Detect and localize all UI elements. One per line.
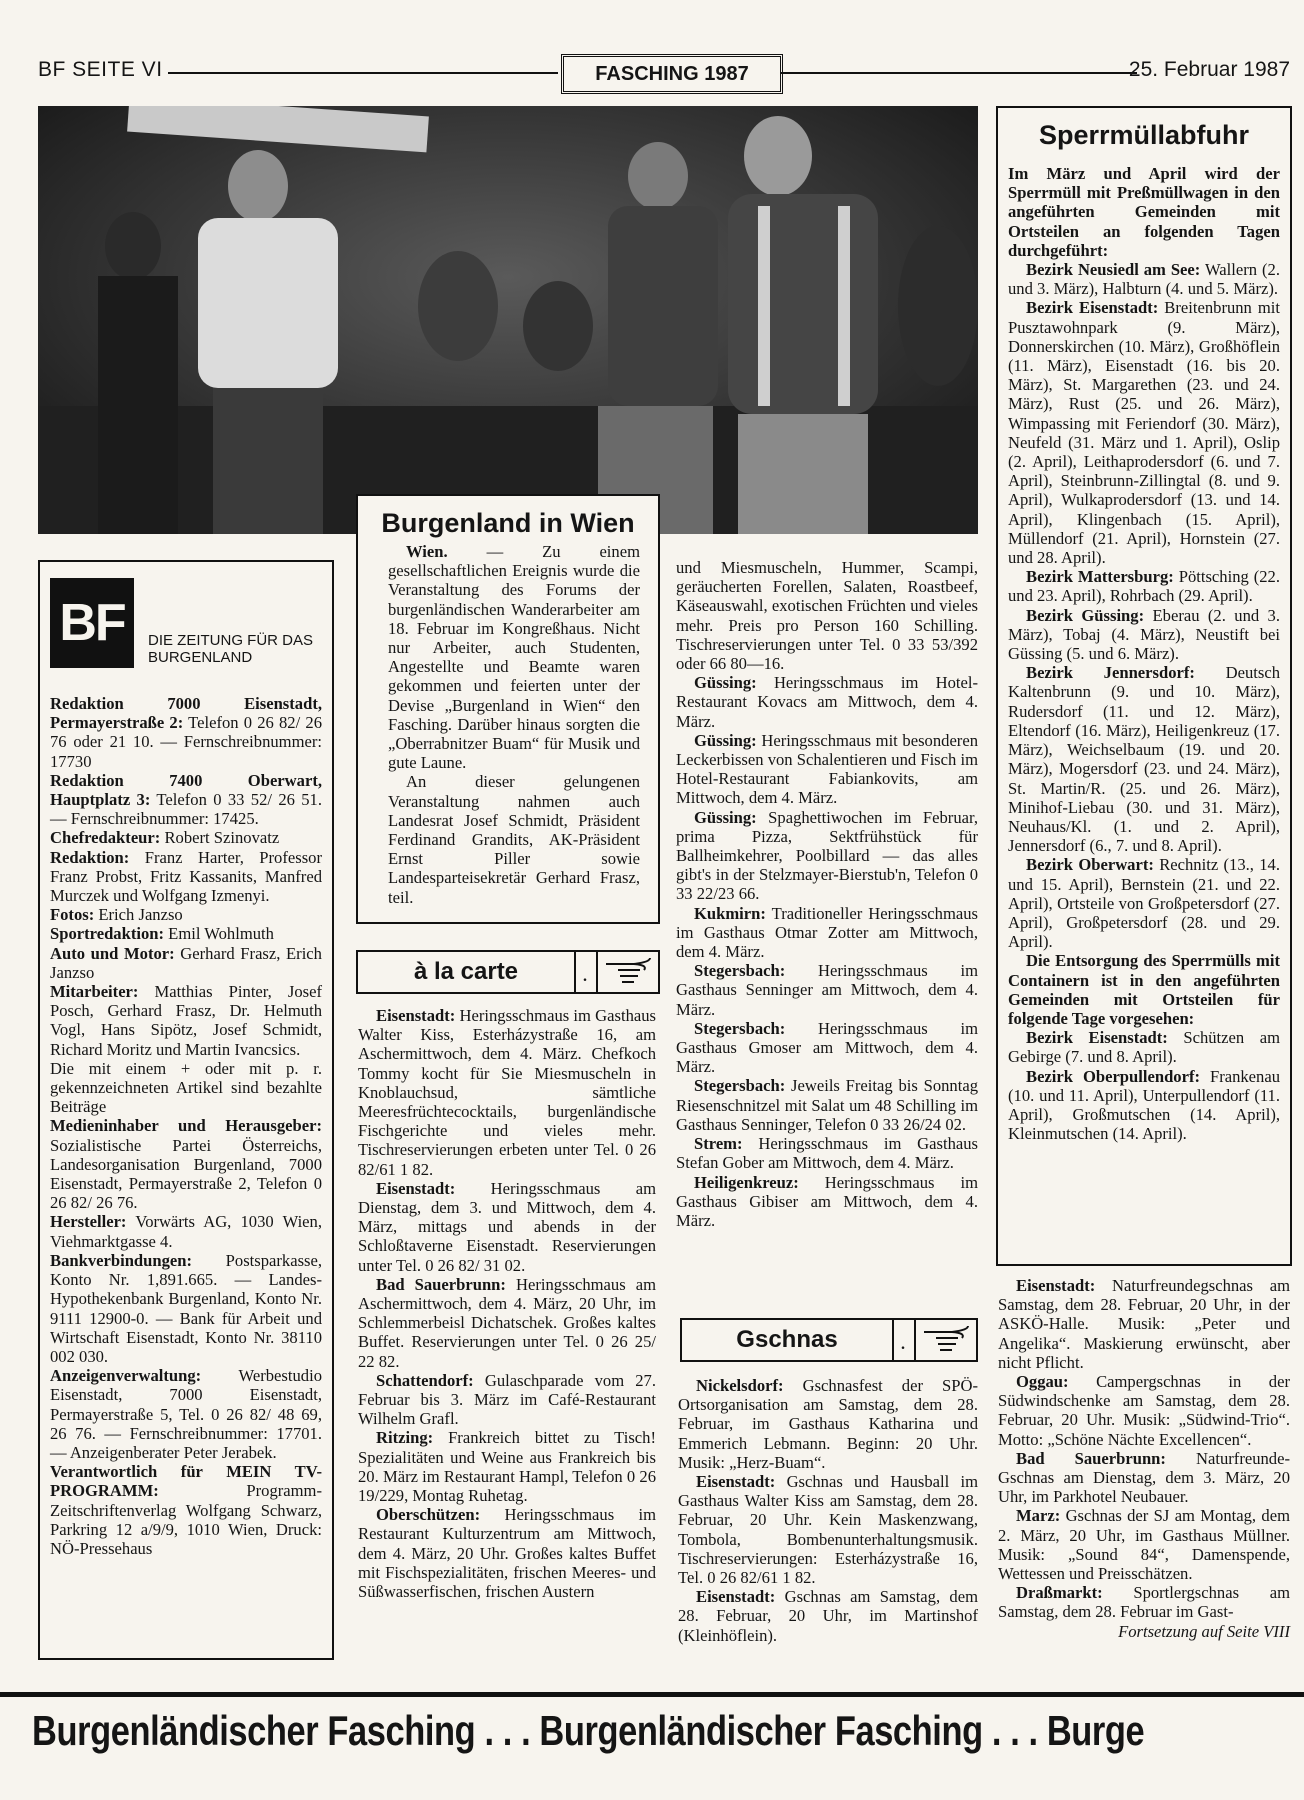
listing-entry — [676, 1134, 978, 1172]
pointing-hand-icon — [604, 956, 654, 988]
entry-place: Draßmarkt: — [1016, 1583, 1103, 1603]
entry-place: Verantwortlich für MEIN TV-PROGRAMM: — [50, 1462, 322, 1501]
pointing-hand-icon — [922, 1324, 972, 1356]
entry-text: Vorwärts AG, 1030 Wien, Viehmarktgasse 4. — [50, 1212, 322, 1251]
entry-place: Marz: — [1016, 1506, 1061, 1526]
entry-text: Traditioneller Heringsschmaus im Gasthaus Otmar Zotter am Mittwoch, dem 4. März. — [676, 903, 978, 962]
header-dot: . — [892, 1320, 916, 1360]
entry-text: Gerhard Frasz, Erich Janzso — [50, 943, 322, 982]
entry-text: Matthias Pinter, Josef Posch, Gerhard Frasz, Dr. Helmuth Vogl, Hans Sipötz, Josef Schmidt, Richard Moritz und Martin Ivancsics. — [50, 982, 322, 1059]
listing-entry — [678, 1376, 978, 1472]
entry-place: Güssing: — [694, 807, 757, 827]
entry-place: Bad Sauerbrunn: — [1016, 1448, 1166, 1468]
article-title: Burgenland in Wien — [381, 508, 635, 538]
entry-text: Gschnas der SJ am Montag, dem 2. März, 20 Uhr, im Gasthaus Müllner. Musik: „Sound 84“, Damenspende, Wettessen und Preisschätzen. — [998, 1506, 1290, 1584]
entry-place: Sportredaktion: — [50, 924, 165, 944]
entry-place: Redaktion 7400 Oberwart, Hauptplatz 3: — [50, 770, 322, 810]
listing-entry — [676, 731, 978, 808]
entry-place: Redaktion 7000 Eisenstadt, Permayerstraße 2: — [50, 694, 322, 733]
sperrmuell-intro: Im März und April wird der Sperrmüll mit Preßmüllwagen in den angeführten Gemeinden mit Ortsteilen an folgenden Tagen durchgeführt: — [1008, 164, 1280, 260]
newspaper-tagline: DIE ZEITUNG FÜR DAS BURGENLAND — [148, 632, 314, 666]
header-rule-left — [168, 72, 558, 74]
entry-text: Heringsschmaus im Gasthaus Stefan Gober am Mittwoch, dem 4. März. — [676, 1134, 978, 1173]
listing-entry — [676, 904, 978, 962]
entry-text: Heringsschmaus im Gasthaus Walter Kiss, Esterházystraße 16, am Aschermittwoch, dem 4. März. Chefkoch Tommy kocht für Sie Miesmuscheln in Knoblauchsud, sämtliche Meeresfrüchtecocktails, burgenländische Fischgerichte und vieles mehr. Tischreservierungen erbeten unter Tel. 0 26 82/61 1 82. — [358, 1006, 656, 1179]
header-rule-right — [781, 72, 1137, 74]
entry-place: Ritzing: — [376, 1428, 434, 1448]
entry-place: Schattendorf: — [376, 1370, 474, 1390]
entry-text: Frankreich bittet zu Tisch! Spezialitäten und Weine aus Frankreich bis 20. März im Restaurant Hampl, Telefon 0 26 19/229, Montag Ruhetag. — [358, 1428, 656, 1506]
burgenland-in-wien-box — [356, 494, 660, 924]
gschnas-header — [680, 1318, 978, 1362]
entry-text: Campergschnas in der Südwindschenke am Samstag, dem 28. Februar, 20 Uhr. Musik: „Südwind-Trio“. Motto: „Schöne Nächte Excellencen“. — [998, 1372, 1290, 1449]
imprint-paragraph — [50, 828, 322, 847]
listing-entry — [998, 1449, 1290, 1507]
entry-place: Strem: — [694, 1134, 743, 1154]
entry-text: Die mit einem + oder mit p. r. gekennzeichneten Artikel sind bezahlte Beiträge — [50, 1058, 322, 1117]
listing-entry — [678, 1587, 978, 1645]
entry-text: Werbestudio Eisenstadt, 7000 Eisenstadt, Permayerstraße 5, Tel. 0 26 82/ 48 69, 26 76. — Fernschreibnummer: 17701. — Anzeigenberater Peter Jerabek. — [50, 1366, 322, 1462]
entry-text: Erich Janzso — [94, 905, 183, 925]
entry-place: Oberschützen: — [376, 1505, 481, 1525]
imprint-paragraph — [50, 1212, 322, 1250]
entry-place: Bad Sauerbrunn: — [376, 1274, 506, 1294]
page-number: BF SEITE VI — [38, 58, 163, 81]
entry-text: Deutsch Kaltenbrunn (9. und 10. März), Rudersdorf (11. und 12. März), Eltendorf (16. März), Heiligenkreuz (17. März), Weichselbaum (19. und 20. März), Mogersdorf (23. und 24. März), St. Martin/R. (25. und 26. März), Minihof-Liebau (30. und 31. März), Neuhaus/Kl. (1. und 2. April), Jennersdorf (6., 7. und 8. April). — [1008, 663, 1280, 856]
listing-entry — [358, 1371, 656, 1429]
entry-place: Güssing: — [694, 673, 757, 693]
entry-place: Hersteller: — [50, 1212, 127, 1232]
district-entry — [1008, 1067, 1280, 1144]
entry-text: Jeweils Freitag bis Sonntag Riesenschnitzel mit Salat um 48 Schilling im Gasthaus Senninger, Telefon 0 33 26/24 02. — [676, 1076, 978, 1134]
listing-entry — [358, 1006, 656, 1179]
listing-entry — [676, 673, 978, 731]
entry-place: Oggau: — [1016, 1372, 1069, 1392]
listing-entry — [676, 558, 978, 673]
imprint-paragraph — [50, 1059, 322, 1117]
entry-place: Bezirk Oberwart: — [1026, 855, 1154, 875]
entry-text: Breitenbrunn mit Pusztawohnpark (9. März), Donnerskirchen (10. März), Großhöflein (11. März), Eisenstadt (16. bis 20. März), St. Margarethen (23. und 24. März), Rust (25. und 26. März), Wimpassing mit Feriendorf (30. März), Neufeld (31. März und 1. April), Oslip (2. April), Leithaprodersdorf (6. und 7. April), Steinbrunn-Zillingtal (8. und 9. April), Wulkaprodersdorf (13. und 14. April), Klingenbach (15. April), Müllendorf (21. April), Hornstein (27. und 28. April). — [1008, 298, 1280, 568]
listing-entry — [358, 1275, 656, 1371]
entry-place: Eisenstadt: — [696, 1472, 776, 1492]
imprint-paragraph — [50, 982, 322, 1059]
header-dot: . — [574, 952, 598, 992]
imprint-paragraph — [50, 924, 322, 943]
entry-text: Heringsschmaus im Restaurant Kulturzentrum am Mittwoch, dem 4. März, 20 Uhr. Großes kaltes Buffet mit Fischspezialitäten, frischen Meeres- und Süßwasserfischen, frischen Austern — [358, 1505, 656, 1602]
continuation-note: Fortsetzung auf Seite VIII — [1118, 1621, 1290, 1641]
article-paragraph: An dieser gelungenen Veranstaltung nahmen auch Landesrat Josef Schmidt, Präsident Ferdinand Grandits, AK-Präsident Ernst Piller sowie Landesparteisekretär Gerhard Frasz, teil. — [388, 772, 640, 907]
imprint-paragraph — [50, 694, 322, 771]
entry-text: Heringsschmaus im Hotel-Restaurant Kovacs am Mittwoch, dem 4. März. — [676, 673, 978, 731]
entry-place: Nickelsdorf: — [696, 1376, 784, 1395]
entry-text: Eberau (2. und 3. März), Tobaj (4. März), Neustift bei Güssing (5. und 6. März). — [1008, 605, 1280, 664]
sperrmuell-title: Sperrmüllabfuhr — [1038, 120, 1250, 150]
imprint-paragraph — [50, 944, 322, 982]
entry-place: Eisenstadt: — [376, 1006, 456, 1025]
listing-entry — [678, 1472, 978, 1587]
district-entry — [1008, 663, 1280, 855]
listing-entry — [676, 961, 978, 1019]
entry-text: und Miesmuscheln, Hummer, Scampi, geräucherten Forellen, Salaten, Roastbeef, Käseauswahl, exotischen Früchten und vieles mehr. Preis pro Person 160 Schilling. Tischreservierungen unter Tel. 0 33 53/392 oder 66 80—16. — [676, 558, 978, 674]
listing-entry — [998, 1583, 1290, 1621]
gschnas-label: Gschnas — [682, 1320, 894, 1360]
entry-place: Bezirk Neusiedl am See: — [1026, 260, 1201, 280]
dancing-couples-photo — [38, 106, 978, 534]
entry-text: Sportlergschnas am Samstag, dem 28. Februar im Gast- — [998, 1583, 1290, 1622]
entry-text: Gschnas am Samstag, dem 28. Februar, 20 Uhr, im Martinshof (Kleinhöflein). — [678, 1587, 978, 1645]
listing-entry — [676, 1019, 978, 1077]
listing-entry — [358, 1428, 656, 1505]
imprint-paragraph — [50, 905, 322, 924]
district-entry — [1008, 606, 1280, 664]
imprint-paragraph — [50, 848, 322, 906]
container-intro: Die Entsorgung des Sperrmülls mit Containern ist in den angeführten Gemeinden mit Ortsteilen für folgende Tage vorgesehen: — [1008, 951, 1280, 1028]
sperrmuell-text — [1008, 164, 1280, 1143]
listing-entry — [358, 1505, 656, 1601]
imprint-text — [50, 694, 322, 1558]
district-entry — [1008, 1028, 1280, 1066]
entry-place: Bankverbindungen: — [50, 1250, 193, 1270]
entry-text: Heringsschmaus am Dienstag, dem 3. und Mittwoch, dem 4. März, mittags und abends in der Schloßtaverne Eisenstadt. Reservierungen unter Tel. 0 26 82/ 31 02. — [358, 1178, 656, 1275]
bf-logo: BF — [50, 578, 134, 668]
entry-place: Medieninhaber und Herausgeber: — [50, 1116, 322, 1136]
sperrmuell-box — [996, 106, 1292, 1266]
entry-place: Bezirk Eisenstadt: — [1026, 1028, 1168, 1048]
entry-place: Eisenstadt: — [696, 1587, 776, 1607]
issue-date: 25. Februar 1987 — [1128, 58, 1290, 81]
a-la-carte-header — [356, 950, 660, 994]
imprint-paragraph — [50, 1462, 322, 1558]
entry-text: Heringsschmaus im Gasthaus Gibiser am Mittwoch, dem 4. März. — [676, 1172, 978, 1230]
entry-text: Heringsschmaus am Aschermittwoch, dem 4. März, 20 Uhr, im Schlemmerbeisl Dichatschek. Großes kaltes Buffet. Reservierungen unter Tel. 0 26 25/ 22 82. — [358, 1274, 656, 1371]
section-title: FASCHING 1987 — [561, 54, 783, 94]
a-la-carte-column-2 — [676, 558, 978, 1230]
listing-entry — [998, 1506, 1290, 1583]
entry-text: Gulaschparade vom 27. Februar bis 3. März im Café-Restaurant Wilhelm Grafl. — [358, 1370, 656, 1429]
imprint-paragraph — [50, 1116, 322, 1212]
a-la-carte-label: à la carte — [358, 952, 576, 992]
district-entry — [1008, 298, 1280, 567]
entry-place: Auto und Motor: — [50, 943, 175, 963]
entry-text: Spaghettiwochen im Februar, prima Pizza, Sektfrühstück für Ballheimkehrer, Poolbillard — das alles gibt's in der Stelzmayer-Bierstub'n, Telefon 0 33 22/23 66. — [676, 807, 978, 904]
listing-entry — [998, 1372, 1290, 1449]
entry-text: Robert Szinovatz — [160, 828, 280, 848]
imprint-paragraph — [50, 1251, 322, 1366]
a-la-carte-column-1 — [358, 1006, 656, 1601]
entry-place: Bezirk Jennersdorf: — [1026, 663, 1195, 683]
imprint-paragraph — [50, 771, 322, 829]
entry-place: Bezirk Oberpullendorf: — [1026, 1066, 1201, 1086]
entry-text: Heringsschmaus im Gasthaus Gmoser am Mittwoch, dem 4. März. — [676, 1018, 978, 1077]
entry-text: Frankenau (10. und 11. April), Unterpullendorf (11. April), Großmutschen (14. April), Kleinmutschen (14. April). — [1008, 1066, 1281, 1144]
listing-entry — [998, 1276, 1290, 1372]
listing-entry — [358, 1179, 656, 1275]
listing-entry — [676, 808, 978, 904]
entry-place: Güssing: — [694, 730, 757, 750]
entry-text: Franz Harter, Professor Franz Probst, Fritz Kassanits, Manfred Murczek und Wolfgang Izmenyi. — [50, 847, 322, 906]
listing-entry — [676, 1173, 978, 1231]
entry-text: Postsparkasse, Konto Nr. 1,891.665. — Landes-Hypothekenbank Burgenland, Konto Nr. 9111 12900-0. — Bank für Arbeit und Wirtschaft Eisenstadt, Konto Nr. 38110 002 030. — [50, 1250, 322, 1366]
entry-text: Sozialistische Partei Österreichs, Landesorganisation Burgenland, 7000 Eisenstadt, Permayerstraße 2, Telefon 0 26 82/ 26 76. — [50, 1135, 322, 1213]
entry-place: Heiligenkreuz: — [694, 1172, 799, 1192]
listing-entry — [676, 1076, 978, 1134]
entry-text: Programm-Zeitschriftenverlag Wolfgang Schwarz, Parkring 12 a/9/9, 1010 Wien, Druck: NÖ-Pressehaus — [50, 1481, 322, 1558]
entry-place: Bezirk Eisenstadt: — [1026, 298, 1159, 318]
entry-place: Eisenstadt: — [1016, 1276, 1096, 1295]
entry-text: Telefon 0 33 52/ 26 51. — Fernschreibnummer: 17425. — [50, 790, 323, 829]
entry-place: Kukmirn: — [694, 903, 766, 923]
article-paragraph: — Zu einem gesellschaftlichen Ereignis wurde die Veranstaltung des Forums der burgenländischen Wanderarbeiter am 18. Februar im Kongreßhaus. Nicht nur Arbeiter, auch Studenten, Angestellte und Beamte waren gekommen und feierten unter der Devise „Burgenland in Wien“ den Fasching. Darüber hinaus sorgten die „Oberrabnitzer Buam“ für Musik und gute Laune. — [388, 542, 640, 773]
entry-place: Stegersbach: — [694, 1076, 786, 1096]
entry-place: Chefredakteur: — [50, 828, 161, 848]
imprint-paragraph — [50, 1366, 322, 1462]
district-entry — [1008, 567, 1280, 605]
entry-text: Naturfreundegschnas am Samstag, dem 28. Februar, 20 Uhr, in der ASKÖ-Halle. Musik: „Peter und Angelika“. Maskierung erwünscht, aber nicht Pflicht. — [998, 1276, 1290, 1372]
photo-image — [38, 106, 978, 534]
entry-text: Naturfreunde-Gschnas am Dienstag, dem 3. März, 20 Uhr, im Parkhotel Neubauer. — [998, 1448, 1290, 1507]
entry-place: Mitarbeiter: — [50, 982, 139, 1002]
entry-text: Pöttsching (22. und 23. April), Rohrbach (29. April). — [1008, 567, 1280, 606]
entry-place: Fotos: — [50, 905, 95, 925]
entry-place: Stegersbach: — [694, 961, 786, 981]
bottom-banner — [0, 1692, 1304, 1769]
entry-place: Stegersbach: — [694, 1018, 786, 1038]
gschnas-right-column — [998, 1276, 1290, 1641]
entry-text: Heringsschmaus mit besonderen Leckerbissen von Schalentieren und Fisch im Hotel-Restaurant Fabiankovits, am Mittwoch, dem 4. März. — [676, 730, 978, 808]
entry-text: Gschnasfest der SPÖ-Ortsorganisation am Samstag, dem 28. Februar, im Gasthaus Katharina und Emmerich Lebmann. Beginn: 20 Uhr. Musik: „Herz-Buam“. — [678, 1376, 978, 1472]
article-dateline: Wien. — [406, 542, 448, 561]
entry-text: Telefon 0 26 82/ 26 76 oder 21 10. — Fernschreibnummer: 17730 — [50, 713, 322, 771]
entry-place: Redaktion: — [50, 847, 130, 867]
entry-text: Wallern (2. und 3. März), Halbturn (4. und 5. März). — [1008, 260, 1280, 299]
district-entry — [1008, 855, 1280, 951]
entry-text: Emil Wohlmuth — [164, 924, 274, 944]
entry-text: Rechnitz (13., 14. und 15. April), Bernstein (21. und 22. April), Ortsteile von Großpetersdorf (27. April), Großpetersdorf (28. und 29. April). — [1008, 855, 1280, 952]
entry-text: Gschnas und Hausball im Gasthaus Walter Kiss am Samstag, dem 28. Februar, 20 Uhr. Kein Maskenzwang, Tombola, Bombenunterhaltungsmusik. Tischreservierungen: Esterházystraße 16, Tel. 0 26 82/61 1 82. — [678, 1472, 978, 1588]
entry-place: Anzeigenverwaltung: — [50, 1366, 202, 1386]
district-entry — [1008, 260, 1280, 298]
article-body — [388, 542, 640, 907]
imprint-box — [38, 560, 334, 1660]
entry-text: Heringsschmaus im Gasthaus Senninger am Mittwoch, dem 4. März. — [676, 961, 978, 1019]
entry-place: Bezirk Güssing: — [1026, 605, 1145, 625]
entry-place: Eisenstadt: — [376, 1178, 456, 1198]
entry-text: Schützen am Gebirge (7. und 8. April). — [1008, 1028, 1280, 1067]
entry-place: Bezirk Mattersburg: — [1026, 567, 1174, 587]
banner-text: Burgenländischer Fasching . . . Burgenländischer Fasching . . . Burge — [32, 1707, 1145, 1754]
gschnas-column — [678, 1376, 978, 1645]
